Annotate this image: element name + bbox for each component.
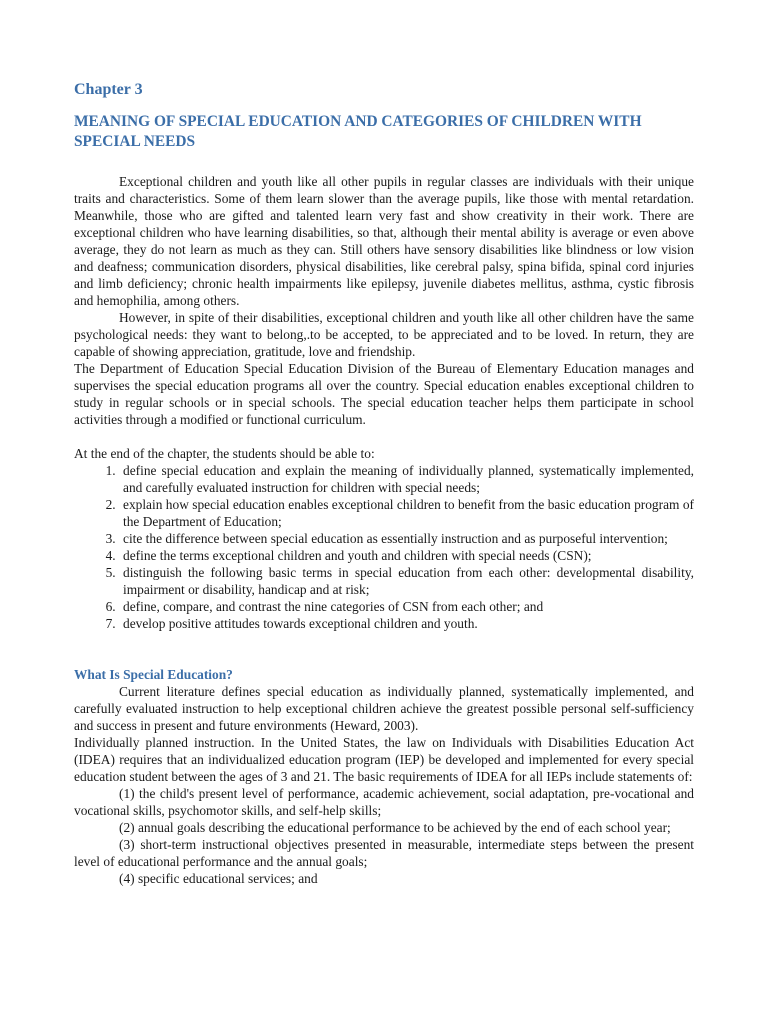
section-paragraph: Individually planned instruction. In the United States, the law on Individuals with Disabilities Education Act (IDEA) requires that an individualized education program (IEP) be developed and implemented for every special education student between the ages of 3 and 21. The basic requirements of IDEA for all IEPs include statements of:: [74, 735, 694, 784]
objective-item: 7. develop positive attitudes towards exceptional children and youth.: [119, 615, 694, 632]
spacer: [74, 632, 694, 649]
intro-paragraph: However, in spite of their disabilities, exceptional children and youth like all other children have the same psychological needs: they want to belong,.to be accepted, to be appreciated and to be loved. In return, they are capable of showing appreciation, gratitude, love and friendship.: [74, 310, 694, 359]
iep-requirement: (4) specific educational services; and: [119, 871, 318, 886]
intro-paragraph: The Department of Education Special Education Division of the Bureau of Elementary Education manages and supervises the special education programs all over the country. Special education enables exceptional children to study in regular schools or in special schools. The special education teacher helps them participate in school activities through a modified or functional curriculum.: [74, 361, 694, 427]
objective-item: 5. distinguish the following basic terms in special education from each other: developmental disability, impairment or disability, handicap and at risk;: [119, 564, 694, 598]
objectives-intro: At the end of the chapter, the students should be able to:: [74, 446, 375, 461]
section-paragraph: Current literature defines special education as individually planned, systematically implemented, and carefully evaluated instruction to help exceptional children achieve the greatest possible personal self-sufficiency and success in present and future environments (Heward, 2003).: [74, 684, 694, 733]
objective-item: 4. define the terms exceptional children and youth and children with special needs (CSN);: [119, 547, 694, 564]
objectives-list: [74, 462, 694, 632]
iep-requirement: (2) annual goals describing the educational performance to be achieved by the end of each school year;: [119, 820, 671, 835]
objective-item: 6. define, compare, and contrast the nine categories of CSN from each other; and: [119, 598, 694, 615]
chapter-title: MEANING OF SPECIAL EDUCATION AND CATEGORIES OF CHILDREN WITH SPECIAL NEEDS: [74, 113, 642, 150]
objective-item: 1. define special education and explain the meaning of individually planned, systematically implemented, and carefully evaluated instruction for children with special needs;: [119, 462, 694, 496]
intro-paragraph: Exceptional children and youth like all other pupils in regular classes are individuals with their unique traits and characteristics. Some of them learn slower than the average pupils, like those with mental retardation. Meanwhile, those who are gifted and talented learn very fast and show creativity in their work. There are exceptional children who have learning disabilities, so that, although their mental ability is average or even above average, they do not learn as much as they can. Still others have sensory disabilities like blindness or low vision and deafness; communication disorders, physical disabilities, like cerebral palsy, spina bifida, spinal cord injuries and limb deficiency; chronic health impairments like epilepsy, juvenile diabetes mellitus, asthma, cystic fibrosis and hemophilia, among others.: [74, 174, 694, 308]
iep-requirement: (1) the child's present level of performance, academic achievement, social adaptation, pre-vocational and vocational skills, psychomotor skills, and self-help skills;: [74, 786, 694, 818]
objective-item: 2. explain how special education enables exceptional children to benefit from the basic education program of the Department of Education;: [119, 496, 694, 530]
iep-requirement: (3) short-term instructional objectives presented in measurable, intermediate steps between the present level of educational performance and the annual goals;: [74, 837, 694, 869]
document-page: [74, 80, 694, 887]
objective-item: 3. cite the difference between special education as essentially instruction and as purposeful intervention;: [119, 530, 694, 547]
spacer: [74, 428, 694, 445]
chapter-label: Chapter 3: [74, 81, 143, 98]
section-heading: What Is Special Education?: [74, 667, 233, 682]
